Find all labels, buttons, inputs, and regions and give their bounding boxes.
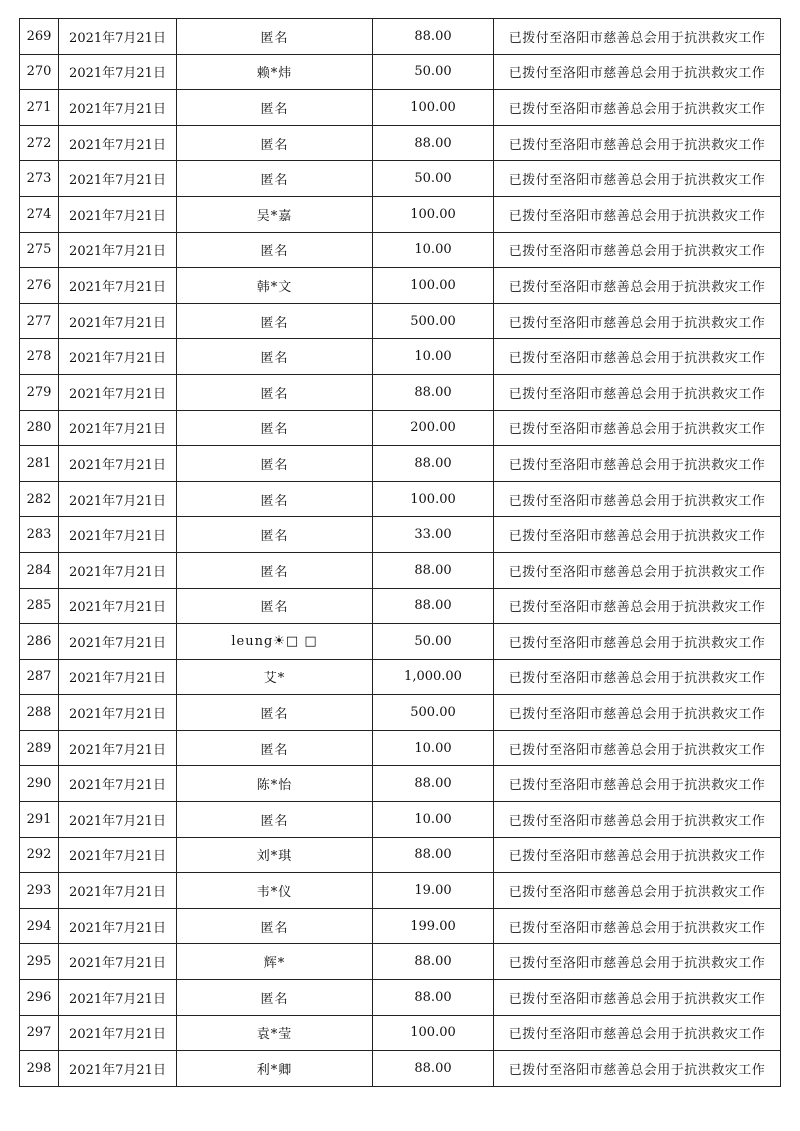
donor-name: 陈*怡 <box>177 766 373 802</box>
row-number: 286 <box>20 624 59 660</box>
table-row <box>20 517 781 553</box>
donation-amount: 100.00 <box>373 196 494 232</box>
table-row <box>20 303 781 339</box>
allocation-note: 已拨付至洛阳市慈善总会用于抗洪救灾工作 <box>494 481 781 517</box>
allocation-note: 已拨付至洛阳市慈善总会用于抗洪救灾工作 <box>494 730 781 766</box>
donation-date: 2021年7月21日 <box>59 766 177 802</box>
table-row <box>20 125 781 161</box>
donation-date: 2021年7月21日 <box>59 517 177 553</box>
donation-amount: 88.00 <box>373 19 494 55</box>
donation-date: 2021年7月21日 <box>59 695 177 731</box>
donation-date: 2021年7月21日 <box>59 873 177 909</box>
row-number: 269 <box>20 19 59 55</box>
table-row <box>20 624 781 660</box>
donor-name: 匿名 <box>177 232 373 268</box>
donor-name: 艾* <box>177 659 373 695</box>
donation-date: 2021年7月21日 <box>59 624 177 660</box>
table-row <box>20 268 781 304</box>
donation-date: 2021年7月21日 <box>59 446 177 482</box>
allocation-note: 已拨付至洛阳市慈善总会用于抗洪救灾工作 <box>494 588 781 624</box>
allocation-note: 已拨付至洛阳市慈善总会用于抗洪救灾工作 <box>494 944 781 980</box>
donation-date: 2021年7月21日 <box>59 552 177 588</box>
donation-amount: 100.00 <box>373 90 494 126</box>
donor-name: 匿名 <box>177 695 373 731</box>
table-row <box>20 873 781 909</box>
donation-date: 2021年7月21日 <box>59 90 177 126</box>
row-number: 288 <box>20 695 59 731</box>
allocation-note: 已拨付至洛阳市慈善总会用于抗洪救灾工作 <box>494 446 781 482</box>
table-row <box>20 232 781 268</box>
row-number: 278 <box>20 339 59 375</box>
allocation-note: 已拨付至洛阳市慈善总会用于抗洪救灾工作 <box>494 1051 781 1087</box>
row-number: 292 <box>20 837 59 873</box>
donor-name: 匿名 <box>177 980 373 1016</box>
donation-amount: 88.00 <box>373 766 494 802</box>
table-row <box>20 1051 781 1087</box>
donor-name: 赖*炜 <box>177 54 373 90</box>
donor-name: leung☀□ □ <box>177 624 373 660</box>
allocation-note: 已拨付至洛阳市慈善总会用于抗洪救灾工作 <box>494 837 781 873</box>
allocation-note: 已拨付至洛阳市慈善总会用于抗洪救灾工作 <box>494 268 781 304</box>
donation-amount: 50.00 <box>373 161 494 197</box>
donation-date: 2021年7月21日 <box>59 659 177 695</box>
donor-name: 匿名 <box>177 303 373 339</box>
donor-name: 匿名 <box>177 410 373 446</box>
donor-name: 匿名 <box>177 19 373 55</box>
donation-amount: 88.00 <box>373 980 494 1016</box>
row-number: 279 <box>20 374 59 410</box>
row-number: 285 <box>20 588 59 624</box>
table-row <box>20 730 781 766</box>
donation-amount: 88.00 <box>373 1051 494 1087</box>
allocation-note: 已拨付至洛阳市慈善总会用于抗洪救灾工作 <box>494 908 781 944</box>
row-number: 296 <box>20 980 59 1016</box>
donor-name: 匿名 <box>177 552 373 588</box>
donation-date: 2021年7月21日 <box>59 588 177 624</box>
donor-name: 匿名 <box>177 339 373 375</box>
allocation-note: 已拨付至洛阳市慈善总会用于抗洪救灾工作 <box>494 873 781 909</box>
row-number: 273 <box>20 161 59 197</box>
allocation-note: 已拨付至洛阳市慈善总会用于抗洪救灾工作 <box>494 1015 781 1051</box>
row-number: 294 <box>20 908 59 944</box>
allocation-note: 已拨付至洛阳市慈善总会用于抗洪救灾工作 <box>494 766 781 802</box>
table-row <box>20 19 781 55</box>
allocation-note: 已拨付至洛阳市慈善总会用于抗洪救灾工作 <box>494 659 781 695</box>
row-number: 295 <box>20 944 59 980</box>
donation-amount: 10.00 <box>373 730 494 766</box>
donation-date: 2021年7月21日 <box>59 1051 177 1087</box>
donation-amount: 200.00 <box>373 410 494 446</box>
row-number: 272 <box>20 125 59 161</box>
donation-date: 2021年7月21日 <box>59 339 177 375</box>
donation-date: 2021年7月21日 <box>59 303 177 339</box>
allocation-note: 已拨付至洛阳市慈善总会用于抗洪救灾工作 <box>494 125 781 161</box>
table-row <box>20 481 781 517</box>
table-row <box>20 90 781 126</box>
donor-name: 匿名 <box>177 730 373 766</box>
donation-amount: 19.00 <box>373 873 494 909</box>
allocation-note: 已拨付至洛阳市慈善总会用于抗洪救灾工作 <box>494 802 781 838</box>
table-row <box>20 339 781 375</box>
donation-amount: 50.00 <box>373 624 494 660</box>
donation-date: 2021年7月21日 <box>59 54 177 90</box>
allocation-note: 已拨付至洛阳市慈善总会用于抗洪救灾工作 <box>494 196 781 232</box>
donor-name: 吴*嘉 <box>177 196 373 232</box>
donor-name: 匿名 <box>177 481 373 517</box>
donation-amount: 88.00 <box>373 374 494 410</box>
allocation-note: 已拨付至洛阳市慈善总会用于抗洪救灾工作 <box>494 695 781 731</box>
donation-amount: 50.00 <box>373 54 494 90</box>
donation-amount: 199.00 <box>373 908 494 944</box>
allocation-note: 已拨付至洛阳市慈善总会用于抗洪救灾工作 <box>494 54 781 90</box>
table-row <box>20 659 781 695</box>
row-number: 293 <box>20 873 59 909</box>
donation-amount: 100.00 <box>373 1015 494 1051</box>
table-row <box>20 161 781 197</box>
allocation-note: 已拨付至洛阳市慈善总会用于抗洪救灾工作 <box>494 624 781 660</box>
table-row <box>20 552 781 588</box>
table-row <box>20 196 781 232</box>
donor-name: 利*卿 <box>177 1051 373 1087</box>
row-number: 287 <box>20 659 59 695</box>
allocation-note: 已拨付至洛阳市慈善总会用于抗洪救灾工作 <box>494 232 781 268</box>
row-number: 297 <box>20 1015 59 1051</box>
donation-date: 2021年7月21日 <box>59 232 177 268</box>
donation-date: 2021年7月21日 <box>59 980 177 1016</box>
donation-table-body <box>20 19 781 1087</box>
donation-amount: 88.00 <box>373 446 494 482</box>
donation-date: 2021年7月21日 <box>59 161 177 197</box>
allocation-note: 已拨付至洛阳市慈善总会用于抗洪救灾工作 <box>494 339 781 375</box>
row-number: 271 <box>20 90 59 126</box>
allocation-note: 已拨付至洛阳市慈善总会用于抗洪救灾工作 <box>494 980 781 1016</box>
donor-name: 匿名 <box>177 517 373 553</box>
table-row <box>20 908 781 944</box>
donation-date: 2021年7月21日 <box>59 944 177 980</box>
donation-amount: 1,000.00 <box>373 659 494 695</box>
donor-name: 匿名 <box>177 446 373 482</box>
donation-amount: 88.00 <box>373 944 494 980</box>
donation-amount: 10.00 <box>373 339 494 375</box>
donation-date: 2021年7月21日 <box>59 730 177 766</box>
table-row <box>20 802 781 838</box>
donation-date: 2021年7月21日 <box>59 802 177 838</box>
donation-amount: 88.00 <box>373 588 494 624</box>
donation-date: 2021年7月21日 <box>59 374 177 410</box>
row-number: 289 <box>20 730 59 766</box>
table-row <box>20 695 781 731</box>
table-row <box>20 446 781 482</box>
donor-name: 刘*琪 <box>177 837 373 873</box>
row-number: 291 <box>20 802 59 838</box>
table-row <box>20 944 781 980</box>
table-row <box>20 410 781 446</box>
donation-amount: 10.00 <box>373 232 494 268</box>
donation-date: 2021年7月21日 <box>59 481 177 517</box>
table-row <box>20 54 781 90</box>
donor-name: 袁*莹 <box>177 1015 373 1051</box>
row-number: 282 <box>20 481 59 517</box>
row-number: 281 <box>20 446 59 482</box>
donation-amount: 33.00 <box>373 517 494 553</box>
donation-amount: 88.00 <box>373 125 494 161</box>
row-number: 277 <box>20 303 59 339</box>
row-number: 270 <box>20 54 59 90</box>
donation-amount: 500.00 <box>373 695 494 731</box>
allocation-note: 已拨付至洛阳市慈善总会用于抗洪救灾工作 <box>494 410 781 446</box>
donor-name: 匿名 <box>177 161 373 197</box>
donor-name: 匿名 <box>177 374 373 410</box>
donation-date: 2021年7月21日 <box>59 19 177 55</box>
table-row <box>20 374 781 410</box>
allocation-note: 已拨付至洛阳市慈善总会用于抗洪救灾工作 <box>494 374 781 410</box>
donation-date: 2021年7月21日 <box>59 268 177 304</box>
donation-date: 2021年7月21日 <box>59 837 177 873</box>
allocation-note: 已拨付至洛阳市慈善总会用于抗洪救灾工作 <box>494 517 781 553</box>
donation-date: 2021年7月21日 <box>59 908 177 944</box>
row-number: 283 <box>20 517 59 553</box>
donation-date: 2021年7月21日 <box>59 410 177 446</box>
donor-name: 匿名 <box>177 802 373 838</box>
row-number: 276 <box>20 268 59 304</box>
table-row <box>20 1015 781 1051</box>
donation-amount: 100.00 <box>373 481 494 517</box>
donation-date: 2021年7月21日 <box>59 125 177 161</box>
table-row <box>20 980 781 1016</box>
row-number: 284 <box>20 552 59 588</box>
donation-table <box>19 18 781 1087</box>
donation-amount: 100.00 <box>373 268 494 304</box>
donation-amount: 88.00 <box>373 837 494 873</box>
allocation-note: 已拨付至洛阳市慈善总会用于抗洪救灾工作 <box>494 90 781 126</box>
row-number: 298 <box>20 1051 59 1087</box>
row-number: 290 <box>20 766 59 802</box>
donor-name: 匿名 <box>177 908 373 944</box>
donation-amount: 88.00 <box>373 552 494 588</box>
table-row <box>20 766 781 802</box>
row-number: 280 <box>20 410 59 446</box>
table-row <box>20 588 781 624</box>
donation-amount: 10.00 <box>373 802 494 838</box>
donation-amount: 500.00 <box>373 303 494 339</box>
allocation-note: 已拨付至洛阳市慈善总会用于抗洪救灾工作 <box>494 552 781 588</box>
table-row <box>20 837 781 873</box>
donor-name: 韩*文 <box>177 268 373 304</box>
allocation-note: 已拨付至洛阳市慈善总会用于抗洪救灾工作 <box>494 19 781 55</box>
allocation-note: 已拨付至洛阳市慈善总会用于抗洪救灾工作 <box>494 161 781 197</box>
donor-name: 辉* <box>177 944 373 980</box>
donor-name: 匿名 <box>177 125 373 161</box>
donation-date: 2021年7月21日 <box>59 196 177 232</box>
row-number: 274 <box>20 196 59 232</box>
donor-name: 匿名 <box>177 90 373 126</box>
donor-name: 匿名 <box>177 588 373 624</box>
row-number: 275 <box>20 232 59 268</box>
allocation-note: 已拨付至洛阳市慈善总会用于抗洪救灾工作 <box>494 303 781 339</box>
donation-date: 2021年7月21日 <box>59 1015 177 1051</box>
donor-name: 韦*仪 <box>177 873 373 909</box>
